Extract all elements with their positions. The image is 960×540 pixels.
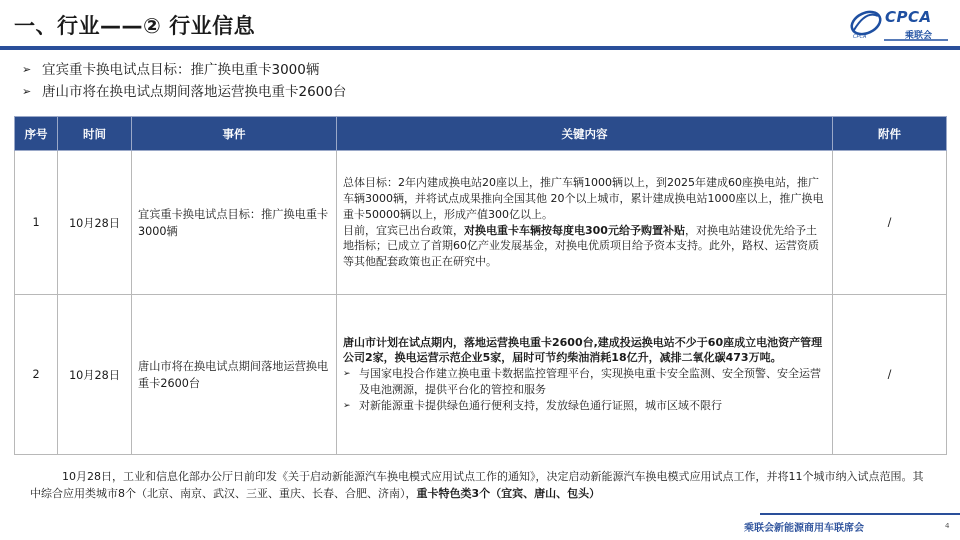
key-subitem [343, 366, 826, 398]
arrow-bullet-icon: ➢ [343, 400, 351, 411]
key-paragraph: 总体目标：2年内建成换电站20座以上，推广车辆1000辆以上，到2025年建成60座换电站，推广车辆3000辆，并将试点成果推向全国其他 20个以上城市，累计建成换电站1000座以上，推广换电重卡50000辆以上，形成产值300亿以上。 [343, 176, 824, 221]
key-subitem-text: 对新能源重卡提供绿色通行便利支持，发放绿色通行证照，城市区域不限行 [359, 398, 722, 412]
table-header-row [15, 117, 947, 151]
logo-cn: 乘联会 [905, 31, 933, 41]
page-number: 4 [945, 522, 950, 530]
row-date: 10月28日 [58, 151, 132, 295]
bullet-item [22, 59, 346, 81]
arrow-bullet-icon: ➢ [22, 63, 32, 76]
table-row [15, 151, 947, 295]
key-text: 目前，宜宾已出台政策， [343, 223, 464, 237]
bullet-list [22, 59, 346, 103]
row-index: 2 [15, 295, 58, 455]
row-attachment: / [833, 151, 947, 295]
key-text-bold: 对换电重卡车辆按每度电300元给予购置补贴 [464, 223, 685, 237]
column-header: 事件 [132, 117, 337, 151]
row-key-content [337, 295, 833, 455]
logo-text: CPCA [885, 8, 932, 26]
key-subitem-text: 与国家电投合作建立换电重卡数据监控管理平台，实现换电重卡安全监测、安全预警、安全运营及电池溯源，提供平台化的管控和服务 [359, 367, 821, 396]
row-index: 1 [15, 151, 58, 295]
note-text-bold: 重卡特色类3个（宜宾、唐山、包头） [416, 487, 601, 500]
key-paragraph-bold: 唐山市计划在试点期内，落地运营换电重卡2600台,建成投运换电站不少于60座成立电池资产管理公司2家，换电运营示范企业5家，届时可节约柴油消耗18亿升，减排二氧化碳473万吨。 [343, 335, 823, 365]
column-header: 关键内容 [337, 117, 833, 151]
table-row [15, 295, 947, 455]
row-key-content [337, 151, 833, 295]
row-attachment: / [833, 295, 947, 455]
summary-note [30, 468, 930, 502]
key-text: ，对换电站建设优先给予土地指标；已成立了首期60亿产业发展基金，对换电优质项目给予资本支持。此外，路权、运营资质等其他配套政策也正在研究中。 [343, 223, 819, 269]
row-date: 10月28日 [58, 295, 132, 455]
key-subitem [343, 398, 826, 415]
bullet-text: 唐山市将在换电试点期间落地运营换电重卡2600台 [42, 84, 347, 100]
column-header: 时间 [58, 117, 132, 151]
arrow-bullet-icon: ➢ [22, 85, 32, 98]
row-event: 宜宾重卡换电试点目标：推广换电重卡3000辆 [132, 151, 337, 295]
page-title: 一、行业——② 行业信息 [14, 14, 256, 38]
column-header: 序号 [15, 117, 58, 151]
footer-org: 乘联会新能源商用车联席会 [744, 523, 864, 534]
info-table [14, 116, 947, 455]
footer-divider [760, 513, 960, 515]
bullet-item [22, 81, 346, 103]
arrow-bullet-icon: ➢ [343, 369, 351, 380]
row-event: 唐山市将在换电试点期间落地运营换电重卡2600台 [132, 295, 337, 455]
logo-small: CPCA [853, 34, 867, 40]
title-divider [0, 46, 960, 50]
key-paragraph [343, 223, 826, 270]
note-text: 10月28日，工业和信息化部办公厅日前印发《关于启动新能源汽车换电模式应用试点工作的通知》，决定启动新能源汽车换电模式应用试点工作，并将11个城市纳入试点范围。其中综合应用类城市8个（北京、南京、武汉、三亚、重庆、长春、合肥、济南）， [30, 470, 924, 500]
column-header: 附件 [833, 117, 947, 151]
bullet-text: 宜宾重卡换电试点目标：推广换电重卡3000辆 [42, 62, 320, 78]
